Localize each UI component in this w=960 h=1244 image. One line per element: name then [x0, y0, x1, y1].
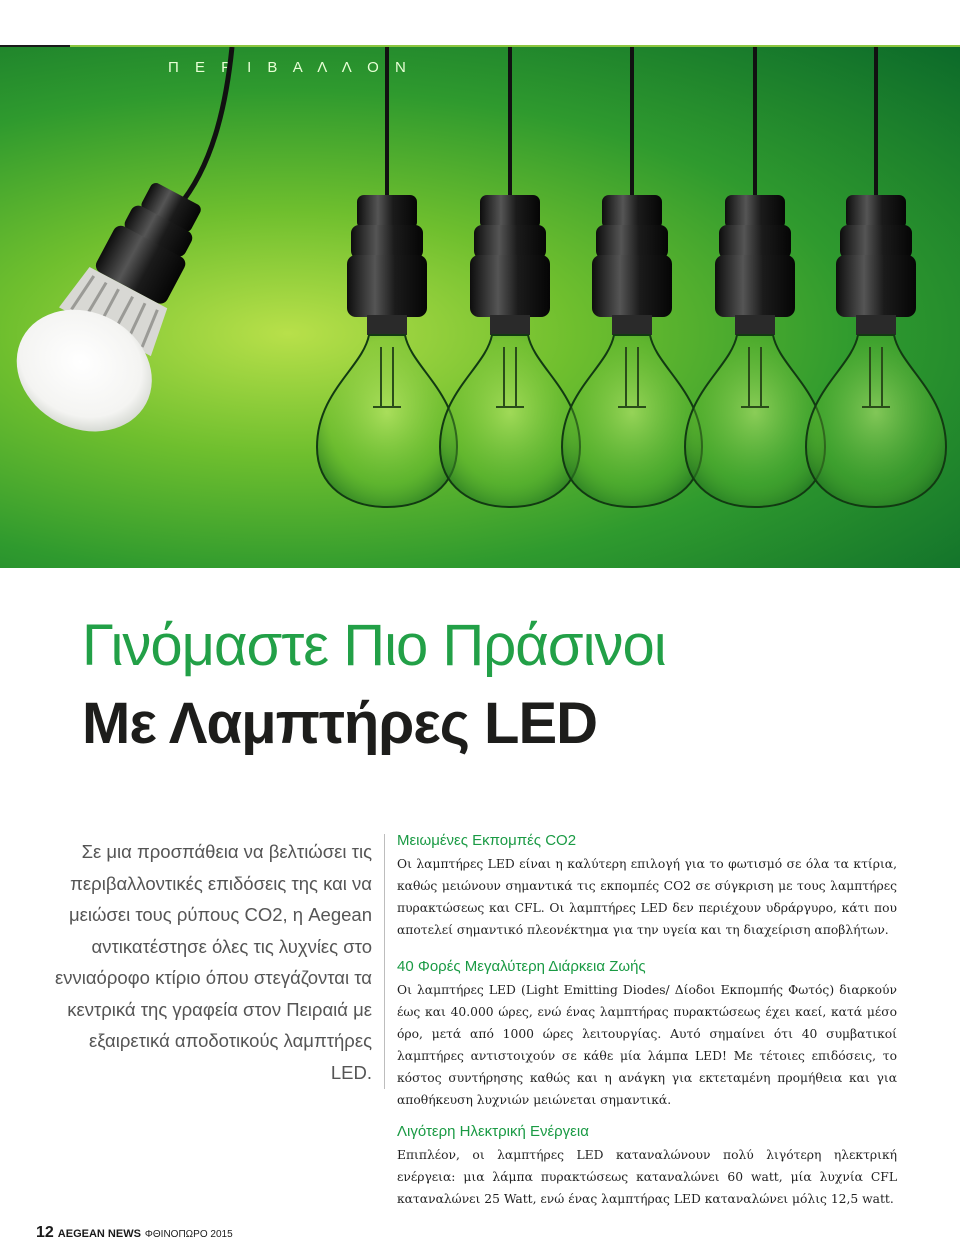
- incandescent-bulb: [317, 47, 457, 507]
- issue-season: ΦΘΙΝΟΠΩΡΟ 2015: [144, 1229, 233, 1240]
- title-line-1: Γινόμαστε Πιο Πράσινοι: [82, 613, 666, 678]
- section-heading: Μειωμένες Εκπομπές CO2: [397, 832, 577, 849]
- section-body: Οι λαμπτήρες LED (Light Emitting Diodes/ Δίοδοι Εκπομπής Φωτός) διαρκούν έως και 40.000 ώρες, ενώ ένας λαμπτήρας πυρακτώσεως έχει καεί, κατά μέσο όρο, μετά από 1000 ώρες λειτουργίας. Αυτό σημαίνει ότι 40 συμβατικοί λαμπτήρες αντιστοιχούν σε κάθε μία λάμπα LED! Με τέτοιες επιδόσεις, το κόστος συντήρησης καθώς και η ανάγκη για εκτεταμένη προμήθεια και για αποθήκευση λυχνιών μειώνεται σημαντικά.: [397, 983, 897, 1107]
- lead-paragraph: Σε μια προσπάθεια να βελτιώσει τις περιβαλλοντικές επιδόσεις της και να μειώσει τους ρύπους CO2, η Aegean αντικατέστησε όλες τις λυχνίες στο εννιαόροφο κτίριο όπου στεγάζονται τα κεντρικά της γραφεία στον Πειραιά με εξαιρετικά αποδοτικούς λαμπτήρες LED.: [55, 841, 372, 1083]
- section-longer-life: [397, 958, 897, 1111]
- incandescent-bulb: [685, 47, 825, 507]
- magazine-name: AEGEAN NEWS: [57, 1228, 141, 1240]
- section-heading: 40 Φορές Μεγαλύτερη Διάρκεια Ζωής: [397, 958, 646, 975]
- incandescent-bulb: [440, 47, 580, 507]
- column-divider: [384, 834, 385, 1089]
- incandescent-bulb: [562, 47, 702, 507]
- section-body: Οι λαμπτήρες LED είναι η καλύτερη επιλογή για το φωτισμό σε όλα τα κτίρια, καθώς μειώνουν σημαντικά τις εκπομπές CO2 σε σύγκριση με τους λαμπτήρες πυρακτώσεως και CFL. Οι λαμπτήρες LED δεν περιέχουν υδράργυρο, κάτι που αποτελεί σημαντικό πλεονέκτημα για την υγεία και τη διαχείριση αποβλήτων.: [397, 857, 897, 937]
- incandescent-bulb: [806, 47, 946, 507]
- hero-image: [0, 47, 960, 568]
- page-footer: [36, 1224, 233, 1242]
- section-label: Π Ε Ρ Ι Β Α Λ Λ Ο Ν: [168, 59, 412, 76]
- section-less-energy: [397, 1123, 897, 1210]
- light-bulbs-illustration: [0, 47, 960, 568]
- led-bulb: [0, 47, 240, 455]
- section-reduced-emissions: [397, 832, 897, 941]
- page-number: 12: [36, 1224, 54, 1241]
- section-heading: Λιγότερη Ηλεκτρική Ενέργεια: [397, 1123, 589, 1140]
- title-line-2: Με Λαμπτήρες LED: [82, 691, 598, 756]
- section-body: Επιπλέον, οι λαμπτήρες LED καταναλώνουν πολύ λιγότερη ηλεκτρική ενέργεια: μια λάμπα πυρακτώσεως καταναλώνει 60 watt, μία λυχνία CFL καταναλώνει 25 Watt, ενώ ένας λαμπτήρας LED καταναλώνει μόλις 12,5 watt.: [397, 1148, 897, 1206]
